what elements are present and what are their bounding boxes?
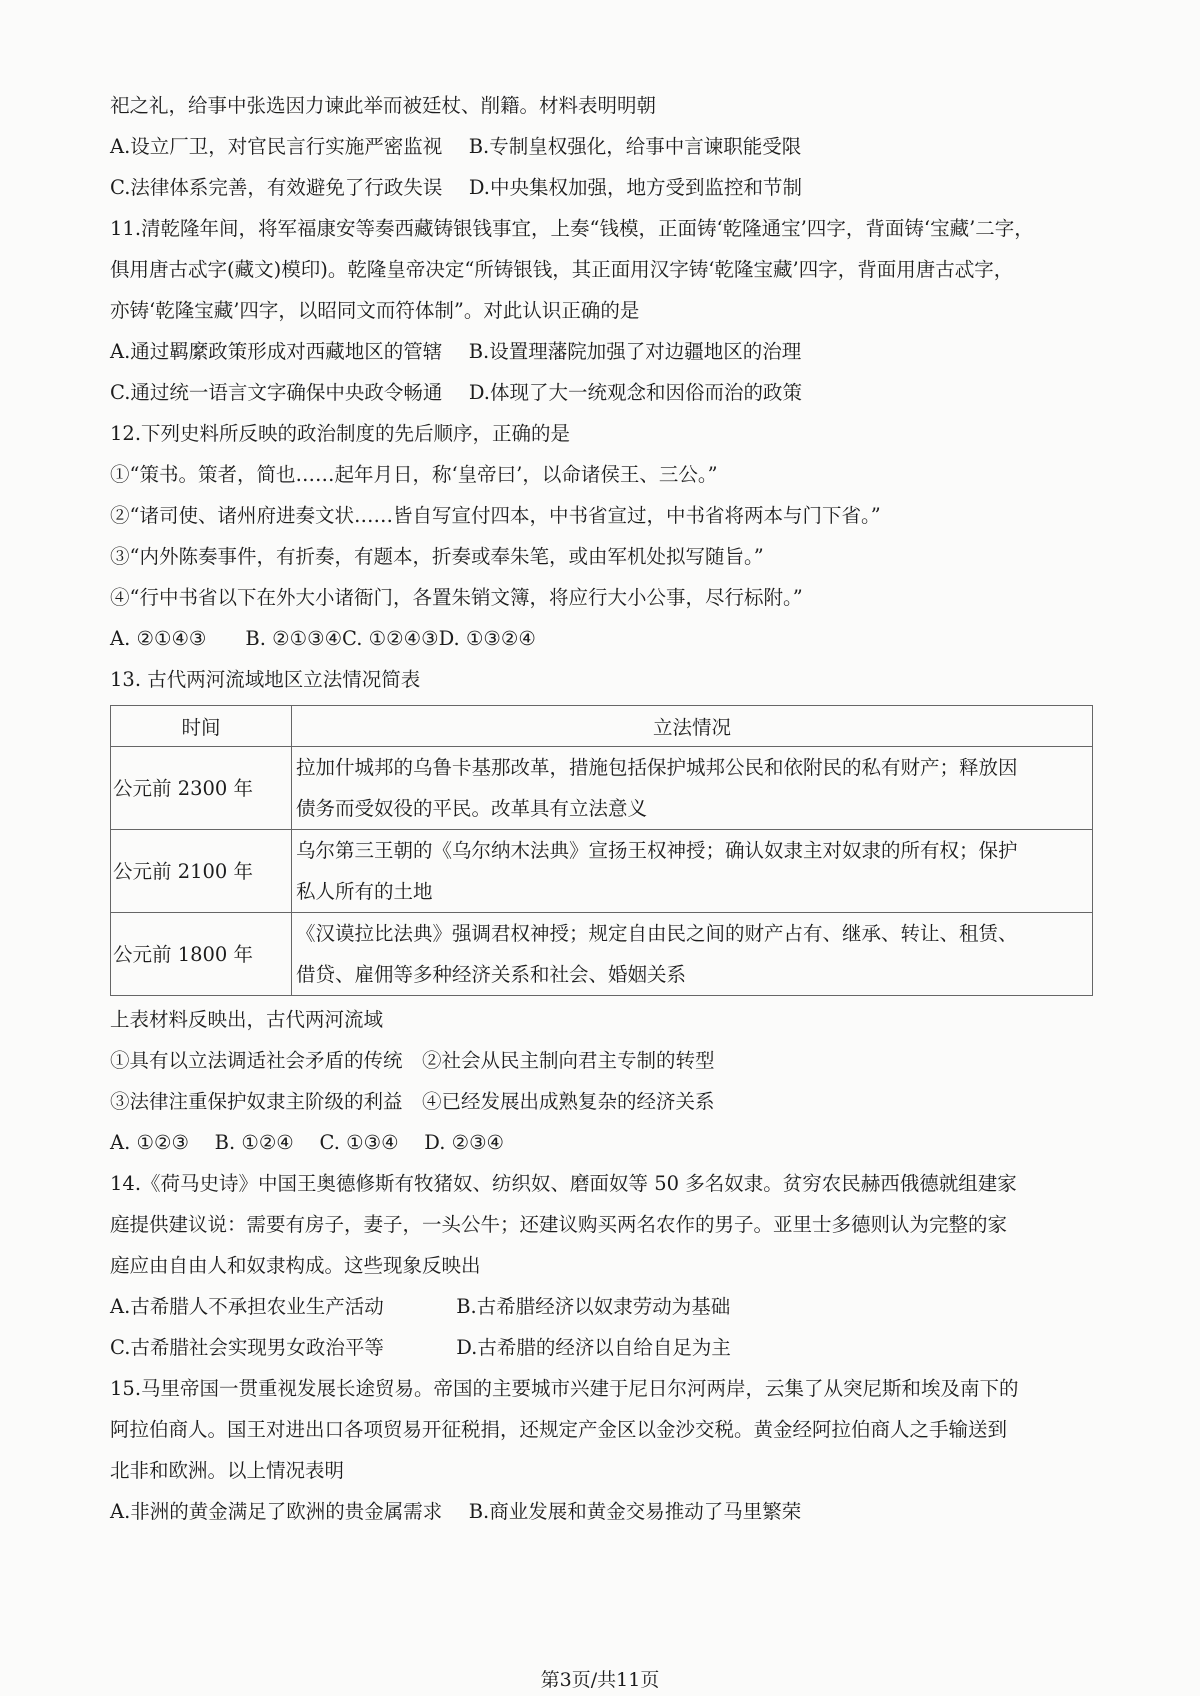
q14-option-c: C.古希腊社会实现男女政治平等 xyxy=(110,1336,384,1359)
q13-choices-row2: ③法律注重保护奴隶主阶级的利益 ④已经发展出成熟复杂的经济关系 xyxy=(110,1090,715,1113)
table-row xyxy=(111,747,1093,830)
q15-stem-line1: 15.马里帝国一贯重视发展长途贸易。帝国的主要城市兴建于尼日尔河两岸，云集了从突尼斯和埃及南下的 xyxy=(110,1377,1019,1400)
q15-stem-line2: 阿拉伯商人。国王对进出口各项贸易开征税捐，还规定产金区以金沙交税。黄金经阿拉伯商人之手输送到 xyxy=(110,1418,1008,1441)
q12-source-3: ③“内外陈奏事件，有折奏，有题本，折奏或奉朱笔，或由军机处拟写随旨。” xyxy=(110,545,764,568)
q13-options: A. ①②③ B. ①②④ C. ①③④ D. ②③④ xyxy=(110,1131,505,1154)
q11-option-b: B.设置理藩院加强了对边疆地区的治理 xyxy=(468,340,802,363)
legislation-table xyxy=(110,705,1093,996)
table-cell-line: 私人所有的土地 xyxy=(296,880,433,903)
q11-options-row2 xyxy=(110,380,802,406)
q14-stem-line3: 庭应由自由人和奴隶构成。这些现象反映出 xyxy=(110,1254,481,1277)
table-cell-line: 乌尔第三王朝的《乌尔纳木法典》宣扬王权神授；确认奴隶主对奴隶的所有权；保护 xyxy=(296,839,1018,862)
table-header-row xyxy=(111,706,1093,747)
q15-option-a: A.非洲的黄金满足了欧洲的贵金属需求 xyxy=(110,1500,443,1523)
q12-source-1: ①“策书。策者，简也……起年月日，称‘皇帝曰’，以命诸侯王、三公。” xyxy=(110,463,718,486)
q13-after-table: 上表材料反映出，古代两河流域 xyxy=(110,1008,384,1031)
table-header-time: 时间 xyxy=(111,706,292,747)
q12-stem: 12.下列史料所反映的政治制度的先后顺序，正确的是 xyxy=(110,422,571,445)
q12-options: A. ②①④③ B. ②①③④C. ①②④③D. ①③②④ xyxy=(110,627,536,650)
q10-options-row2 xyxy=(110,175,802,201)
table-cell-line: 借贷、雇佣等多种经济关系和社会、婚姻关系 xyxy=(296,963,687,986)
q10-stem-tail: 祀之礼，给事中张选因力谏此举而被廷杖、削籍。材料表明明朝 xyxy=(110,94,657,117)
table-cell-line: 拉加什城邦的乌鲁卡基那改革，措施包括保护城邦公民和依附民的私有财产；释放因 xyxy=(296,756,1018,779)
q11-option-a: A.通过羁縻政策形成对西藏地区的管辖 xyxy=(110,340,443,363)
q15-stem-line3: 北非和欧洲。以上情况表明 xyxy=(110,1459,345,1482)
q10-options-row1 xyxy=(110,134,801,160)
q15-options-row1 xyxy=(110,1499,801,1525)
q14-option-d: D.古希腊的经济以自给自足为主 xyxy=(456,1336,731,1359)
table-cell-time: 公元前 1800 年 xyxy=(111,913,292,996)
q13-choices-row1: ①具有以立法调适社会矛盾的传统 ②社会从民主制向君主专制的转型 xyxy=(110,1049,715,1072)
q14-options-row1 xyxy=(110,1294,730,1320)
table-row xyxy=(111,830,1093,913)
q12-source-4: ④“行中书省以下在外大小诸衙门，各置朱销文簿，将应行大小公事，尽行标附。” xyxy=(110,586,803,609)
q12-source-2: ②“诸司使、诸州府进奏文状……皆自写宣付四本，中书省宣过，中书省将两本与门下省。” xyxy=(110,504,881,527)
table-row xyxy=(111,913,1093,996)
q10-option-d: D.中央集权加强，地方受到监控和节制 xyxy=(468,176,802,199)
table-cell-content xyxy=(292,830,1093,913)
q11-stem-line2: 俱用唐古忒字(藏文)模印)。乾隆皇帝决定“所铸银钱，其正面用汉字铸‘乾隆宝藏’四字，背面用唐古忒字， xyxy=(110,258,1014,281)
table-cell-line: 《汉谟拉比法典》强调君权神授；规定自由民之间的财产占有、继承、转让、租赁、 xyxy=(296,922,1018,945)
q14-option-a: A.古希腊人不承担农业生产活动 xyxy=(110,1295,384,1318)
q11-options-row1 xyxy=(110,339,801,365)
q10-option-b: B.专制皇权强化，给事中言谏职能受限 xyxy=(468,135,802,158)
q11-stem-line1: 11.清乾隆年间，将军福康安等奏西藏铸银钱事宜，上奏“钱模，正面铸‘乾隆通宝’四字，背面铸‘宝藏’二字， xyxy=(110,217,1034,240)
table-header-legislation: 立法情况 xyxy=(292,706,1093,747)
table-cell-time: 公元前 2300 年 xyxy=(111,747,292,830)
q10-option-a: A.设立厂卫，对官民言行实施严密监视 xyxy=(110,135,443,158)
q14-options-row2 xyxy=(110,1335,731,1361)
q11-option-d: D.体现了大一统观念和因俗而治的政策 xyxy=(468,381,802,404)
q14-option-b: B.古希腊经济以奴隶劳动为基础 xyxy=(456,1295,731,1318)
table-cell-content xyxy=(292,913,1093,996)
table-cell-time: 公元前 2100 年 xyxy=(111,830,292,913)
page-number: 第3页/共11页 xyxy=(540,1669,660,1691)
q14-stem-line1: 14.《荷马史诗》中国王奥德修斯有牧猪奴、纺织奴、磨面奴等 50 多名奴隶。贫穷农民赫西俄德就组建家 xyxy=(110,1172,1017,1195)
table-cell-line: 债务而受奴役的平民。改革具有立法意义 xyxy=(296,797,648,820)
q14-stem-line2: 庭提供建议说：需要有房子，妻子，一头公牛；还建议购买两名农作的男子。亚里士多德则认为完整的家 xyxy=(110,1213,1008,1236)
q15-option-b: B.商业发展和黄金交易推动了马里繁荣 xyxy=(468,1500,802,1523)
q13-stem: 13. 古代两河流域地区立法情况简表 xyxy=(110,668,421,691)
q11-stem-line3: 亦铸‘乾隆宝藏’四字，以昭同文而符体制”。对此认识正确的是 xyxy=(110,299,640,322)
q11-option-c: C.通过统一语言文字确保中央政令畅通 xyxy=(110,381,443,404)
table-cell-content xyxy=(292,747,1093,830)
q10-option-c: C.法律体系完善，有效避免了行政失误 xyxy=(110,176,443,199)
